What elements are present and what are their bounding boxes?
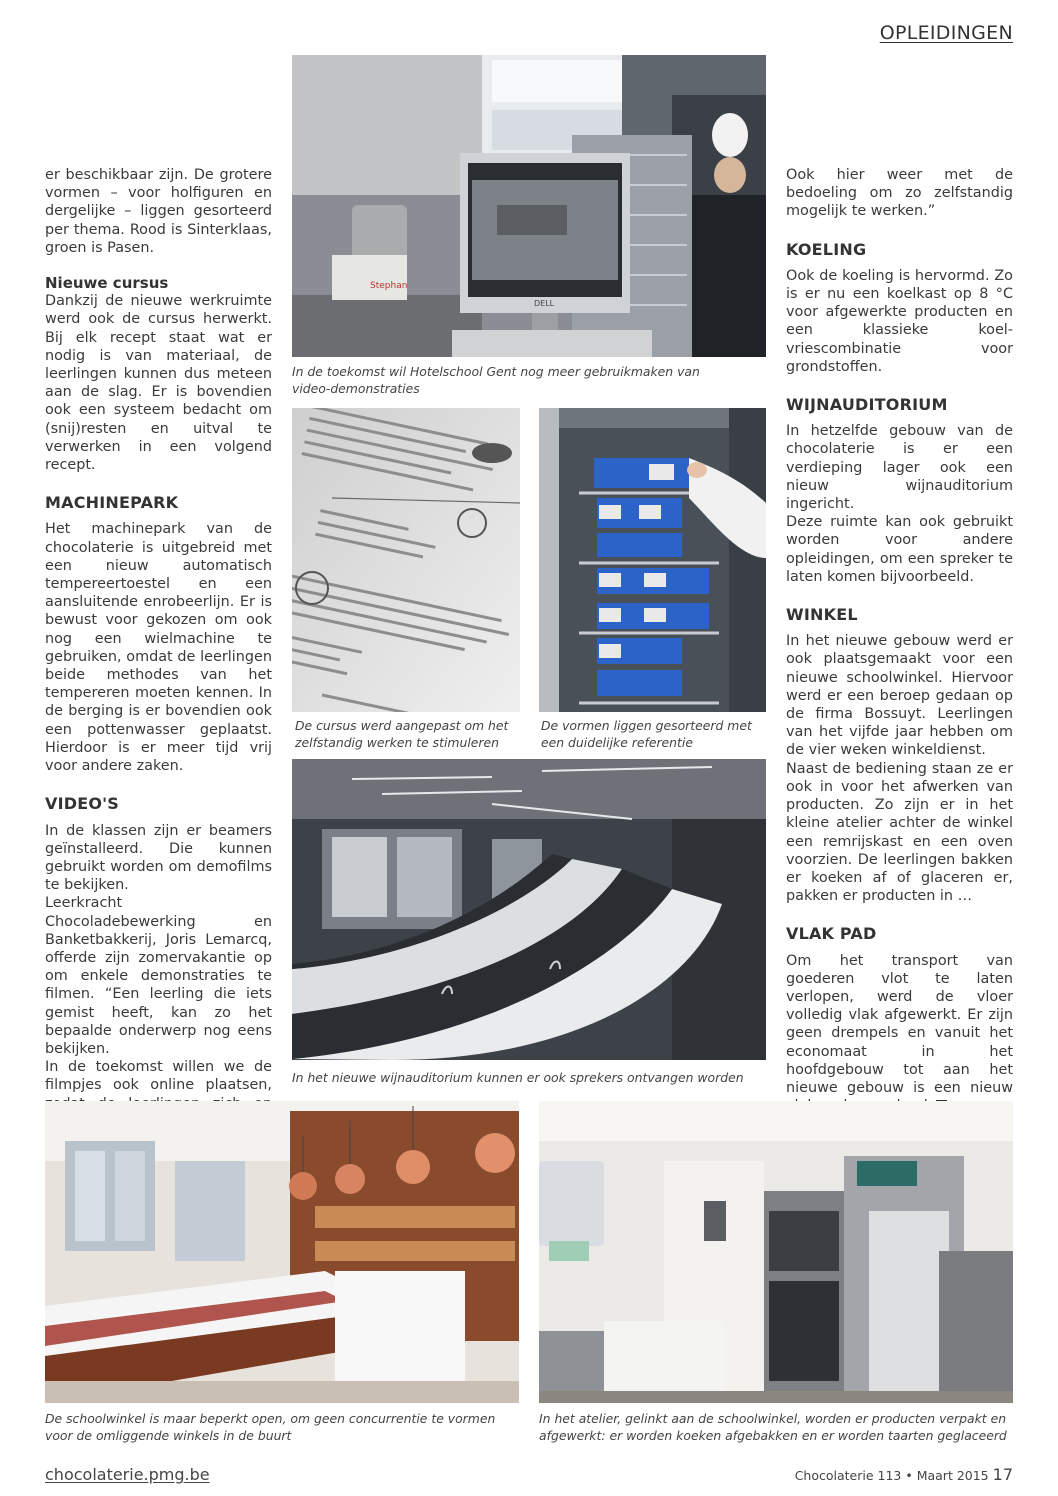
paragraph: In de toekomst willen we de filmpjes ook online plaatsen, [45, 1059, 272, 1094]
left-column [45, 166, 272, 1149]
heading-machinepark: MACHINEPARK [45, 493, 179, 513]
photo-atelier [539, 1101, 1013, 1403]
paragraph: Leerkracht Chocoladebewerking en Banketbakkerij, Joris Lemarcq, offerde zijn zomervakantie op om enkele demonstraties te filmen. “Een leerling die iets gemist heeft, kan zo het bepaalde onderwerp nog eens bekijken. [45, 895, 272, 1057]
paragraph [786, 952, 1013, 1116]
heading-vlak-pad: VLAK PAD [786, 924, 877, 944]
photo-wine-auditorium [292, 759, 766, 1060]
paragraph: Ook de koeling is hervormd. Zo is er nu een koelkast op 8 °C voor afgewerkte producten en een klassieke koel-vriescombinatie voor grondstoffen. [786, 267, 1013, 375]
photo-course-document [292, 408, 520, 712]
paragraph: Naast de bediening staan ze er ook in voor het afwerken van producten. Zo zijn er in het kleine atelier achter de winkel een remrijskast en een oven voorzien. De leerlingen bakken er koeken af of glaceren er, pakken er producten in … [786, 760, 1013, 905]
website-link[interactable]: chocolaterie.pmg.be [45, 1465, 210, 1484]
photo-video-demonstration [292, 55, 766, 357]
mixer-label: Stephan [370, 281, 408, 291]
section-label: OPLEIDINGEN [879, 22, 1013, 44]
caption-auditorium: In het nieuwe wijnauditorium kunnen er ook sprekers ontvangen worden [292, 1070, 744, 1085]
caption-video: In de toekomst wil Hotelschool Gent nog meer gebruikmaken van video-demonstraties [292, 364, 700, 396]
caption-vormen: De vormen liggen gesorteerd met een duidelijke referentie [541, 718, 752, 750]
subheading-nieuwe-cursus: Nieuwe cursus [45, 274, 169, 293]
photo-school-shop [45, 1101, 519, 1403]
heading-wijnauditorium: WIJNAUDITORIUM [786, 395, 948, 415]
paragraph: Deze ruimte kan ook gebruikt worden voor andere opleidingen, om een spreker te laten komen bijvoorbeeld. [786, 514, 1013, 585]
paragraph: Het machinepark van de chocolaterie is uitgebreid met een nieuw automatisch tempereertoestel en een aansluitende enrobeerlijn. Er is bewust voor gekozen om ook nog een wielmachine te gebruiken, omdat de leerlingen beide methodes van het tempereren moeten kennen. In de berging is er bovendien ook een pottenwasser geplaatst. Hierdoor is er meer tijd vrij voor andere zaken. [45, 521, 272, 775]
caption-cursus: De cursus werd aangepast om het zelfstandig werken te stimuleren [295, 718, 509, 750]
paragraph: In hetzelfde gebouw van de chocolaterie is er een verdieping lager ook een nieuw wijnauditorium ingericht. [786, 423, 1013, 513]
monitor-logo: DELL [534, 299, 555, 308]
paragraph-text: Om het transport van goederen vlot te laten verlopen, werd de vloer volledig vlak afgewerkt. Er zijn geen drempels en vanuit het economaat in het hoofdgebouw tot aan het nieuwe gebouw is een nieuw [786, 952, 1013, 1096]
paragraph: Ook hier weer met de bedoeling om zo zelfstandig mogelijk te werken.” [786, 167, 1013, 220]
footer-issue [795, 1465, 1013, 1484]
issue-info: Chocolaterie 113 • Maart 2015 [794, 1468, 989, 1483]
caption-atelier: In het atelier, gelinkt aan de schoolwinkel, worden er producten verpakt en afgewerkt: er worden koeken afgebakken en er worden taarten geglaceerd [539, 1411, 1007, 1443]
paragraph: er beschikbaar zijn. De grotere vormen – voor holfiguren en dergelijke – liggen gesorteerd per thema. Rood is Sinterklaas, groen is Pasen. [45, 167, 272, 256]
paragraph: In het nieuwe gebouw werd er ook plaatsgemaakt voor een nieuwe schoolwinkel. Hiervoor werd er een beroep gedaan op de firma Bossuyt. Leerlingen van het vijfde jaar hebben om de vier weken winkeldienst. [786, 633, 1013, 759]
right-column [786, 166, 1013, 1115]
photo-molds-rack [539, 408, 766, 712]
page-number: 17 [992, 1465, 1013, 1484]
heading-koeling: KOELING [786, 239, 867, 259]
heading-videos: VIDEO'S [45, 794, 119, 814]
caption-winkel: De schoolwinkel is maar beperkt open, om geen concurrentie te vormen voor de omliggende winkels in de buurt [45, 1411, 496, 1443]
paragraph: Dankzij de nieuwe werkruimte werd ook de cursus herwerkt. Bij elk recept staat wat er nodig is van materiaal, de leerlingen kunnen dus meteen aan de slag. Er is bovendien ook een systeem bedacht om (snij)resten en uitval te verwerken in een volgend recept. [45, 293, 272, 474]
heading-winkel: WINKEL [786, 605, 858, 625]
paragraph: In de klassen zijn er beamers geïnstalleerd. Die kunnen gebruikt worden om demofilms te bekijken. [45, 822, 272, 894]
